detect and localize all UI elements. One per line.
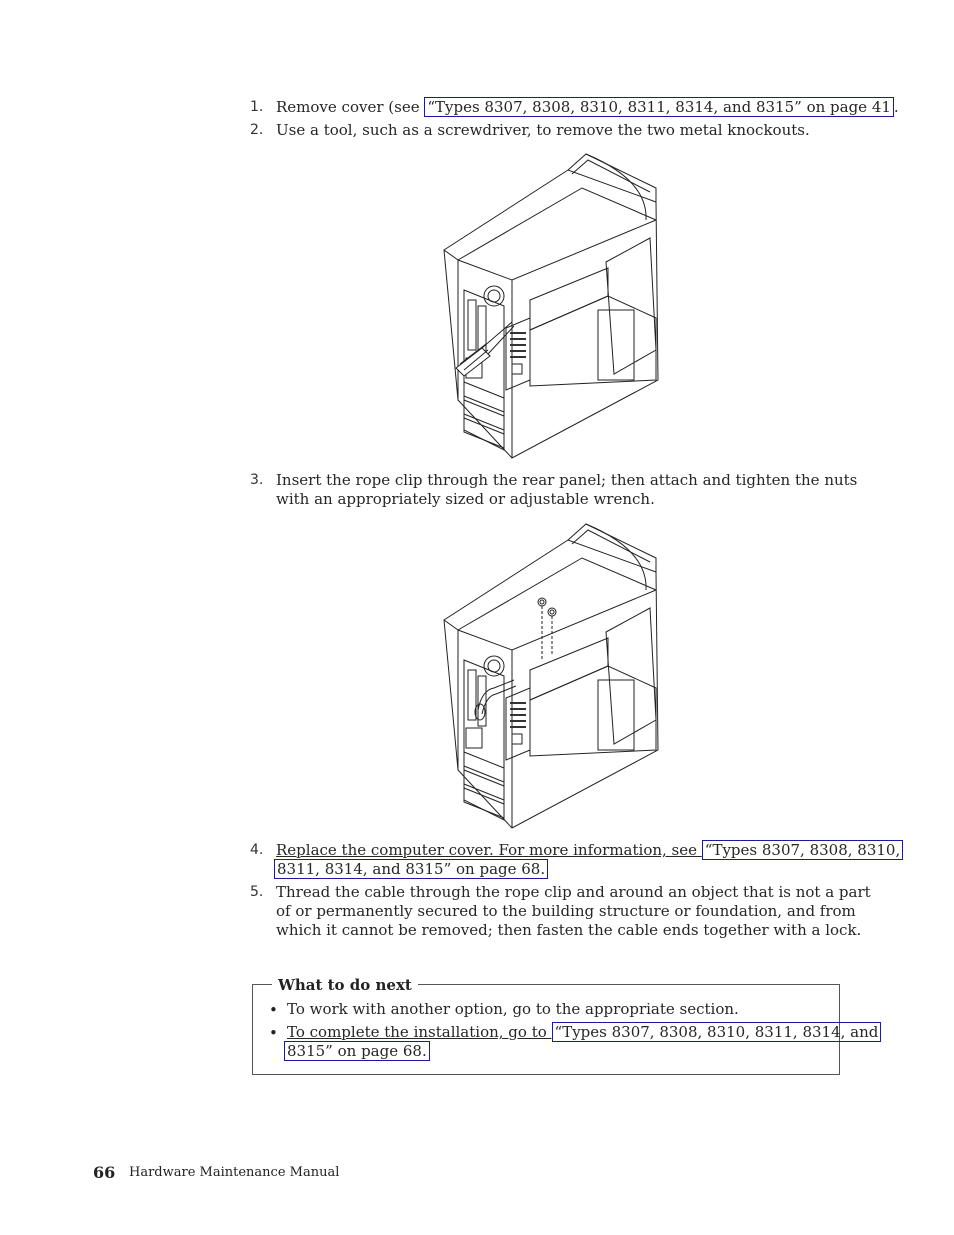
step-1-link[interactable]: “Types 8307, 8308, 8310, 8311, 8314, and 8315” on page 41 xyxy=(424,97,894,117)
bullet-2-link-part-2[interactable]: 8315” on page 68. xyxy=(284,1041,430,1061)
step-5-number: 5. xyxy=(250,884,264,900)
step-2-number: 2. xyxy=(250,122,264,138)
step-4-line-1 xyxy=(276,841,903,860)
step-5-line-3: which it cannot be removed; then fasten the cable ends together with a lock. xyxy=(276,921,862,939)
step-5-line-2: of or permanently secured to the building structure or foundation, and from xyxy=(276,902,856,920)
step-4-number: 4. xyxy=(250,842,264,858)
step-4-link-part-1[interactable]: “Types 8307, 8308, 8310, xyxy=(702,840,903,860)
bullet-2-glyph: • xyxy=(269,1024,278,1042)
step-1-text xyxy=(276,98,899,117)
bullet-1-glyph: • xyxy=(269,1001,278,1019)
step-5-line-1: Thread the cable through the rope clip and around an object that is not a part xyxy=(276,883,871,901)
figure-remove-knockouts xyxy=(438,150,674,462)
step-3-line-1: Insert the rope clip through the rear panel; then attach and tighten the nuts xyxy=(276,471,858,489)
step-2-text: Use a tool, such as a screwdriver, to remove the two metal knockouts. xyxy=(276,121,810,139)
step-1-suffix: . xyxy=(893,98,899,116)
step-1-prefix: Remove cover (see xyxy=(276,98,425,116)
step-4-line-2 xyxy=(274,860,548,879)
what-to-do-next-title: What to do next xyxy=(272,976,418,994)
step-4-link-part-2[interactable]: 8311, 8314, and 8315” on page 68. xyxy=(274,859,548,879)
step-1-number: 1. xyxy=(250,99,264,115)
footer-title: Hardware Maintenance Manual xyxy=(129,1165,340,1180)
bullet-1-text: To work with another option, go to the appropriate section. xyxy=(287,1000,739,1018)
step-3-line-2: with an appropriately sized or adjustable wrench. xyxy=(276,490,655,508)
step-3-number: 3. xyxy=(250,472,264,488)
bullet-2-line-1 xyxy=(287,1023,881,1042)
bullet-2-line-2 xyxy=(284,1042,430,1061)
figure-insert-rope-clip xyxy=(438,520,674,832)
bullet-2-prefix: To complete the installation, go to xyxy=(287,1023,552,1041)
page-number: 66 xyxy=(93,1163,116,1182)
bullet-2-link-part-1[interactable]: “Types 8307, 8308, 8310, 8311, 8314, and xyxy=(552,1022,882,1042)
step-4-prefix: Replace the computer cover. For more information, see xyxy=(276,841,702,859)
